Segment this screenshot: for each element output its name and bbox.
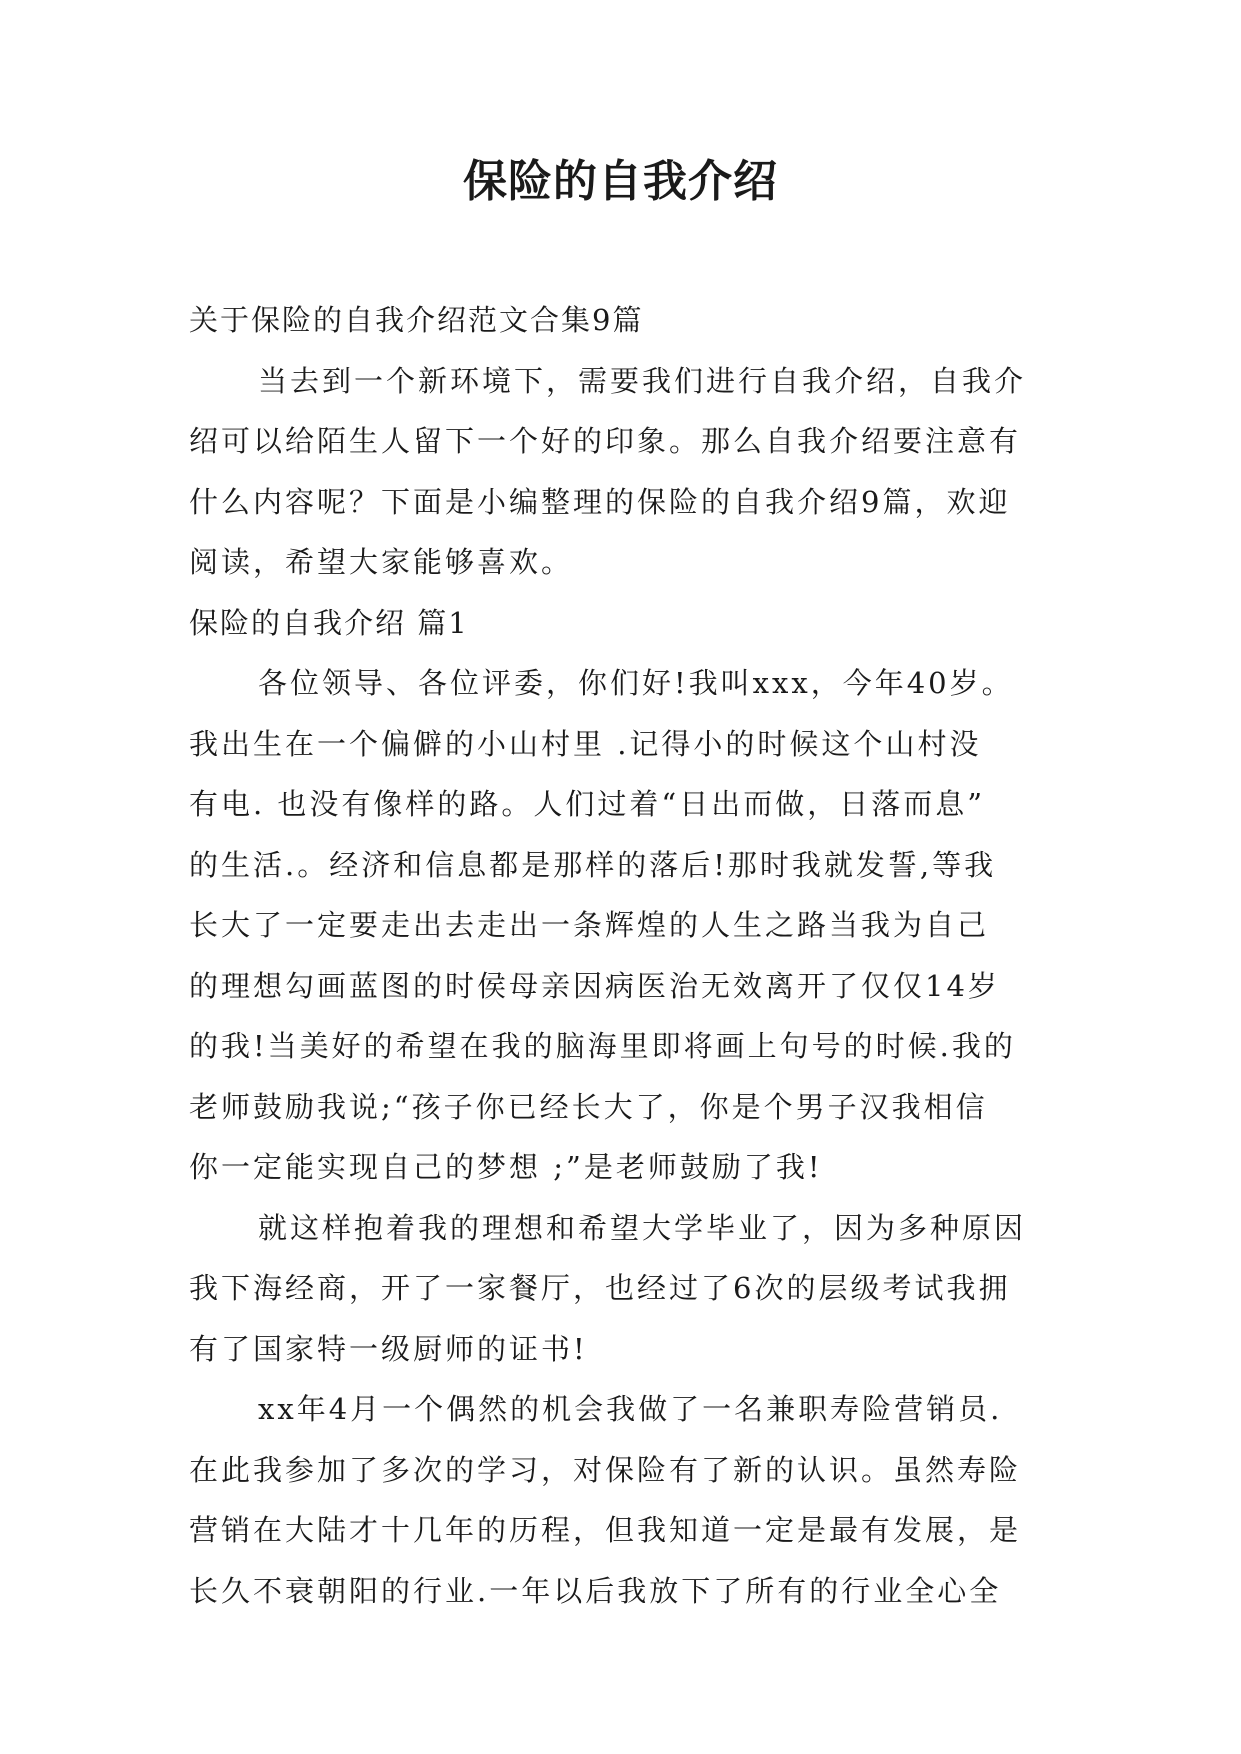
document-body <box>189 290 1049 1621</box>
paragraph-line: 有电. 也没有像样的路。人们过着“日出而做，日落而息” <box>189 787 986 821</box>
document-title: 保险的自我介绍 <box>463 156 778 207</box>
paragraph-line: 当去到一个新环境下，需要我们进行自我介绍，自我介 <box>258 363 1027 398</box>
paragraph-line: 的生活.。经济和信息都是那样的落后!那时我就发誓,等我 <box>189 847 997 882</box>
paragraph-line: 长久不衰朝阳的行业.一年以后我放下了所有的行业全心全 <box>189 1573 1002 1608</box>
paragraph-line: 绍可以给陌生人留下一个好的印象。那么自我介绍要注意有 <box>189 424 1022 458</box>
paragraph-line: 营销在大陆才十几年的历程，但我知道一定是最有发展，是 <box>189 1513 1022 1547</box>
paragraph-line: 什么内容呢？下面是小编整理的保险的自我介绍9篇，欢迎 <box>189 484 1011 519</box>
paragraph-line: 有了国家特一级厨师的证书! <box>189 1331 588 1366</box>
paragraph-line: 你一定能实现自己的梦想 ;”是老师鼓励了我! <box>189 1150 823 1184</box>
paragraph-line: 的理想勾画蓝图的时侯母亲因病医治无效离开了仅仅14岁 <box>189 968 1000 1003</box>
paragraph-line: 长大了一定要走出去走出一条辉煌的人生之路当我为自己 <box>189 908 990 942</box>
section-heading: 关于保险的自我介绍范文合集9篇 <box>189 303 644 337</box>
paragraph-line: 我下海经商，开了一家餐厅，也经过了6次的层级考试我拥 <box>189 1271 1011 1305</box>
paragraph-line: 阅读，希望大家能够喜欢。 <box>189 545 574 579</box>
paragraph-line: xx年4月一个偶然的机会我做了一名兼职寿险营销员. <box>258 1392 1003 1426</box>
paragraph-line: 就这样抱着我的理想和希望大学毕业了，因为多种原因 <box>258 1210 1027 1245</box>
paragraph-line: 老师鼓励我说;“孩子你已经长大了，你是个男子汉我相信 <box>189 1089 988 1124</box>
paragraph-line: 在此我参加了多次的学习，对保险有了新的认识。虽然寿险 <box>189 1452 1022 1487</box>
section-heading: 保险的自我介绍 篇1 <box>189 605 469 640</box>
paragraph-line: 的我!当美好的希望在我的脑海里即将画上句号的时候.我的 <box>189 1029 1016 1063</box>
paragraph-line: 各位领导、各位评委，你们好!我叫xxx，今年40岁。 <box>258 666 1014 700</box>
paragraph-line: 我出生在一个偏僻的小山村里 .记得小的时候这个山村没 <box>189 726 982 761</box>
